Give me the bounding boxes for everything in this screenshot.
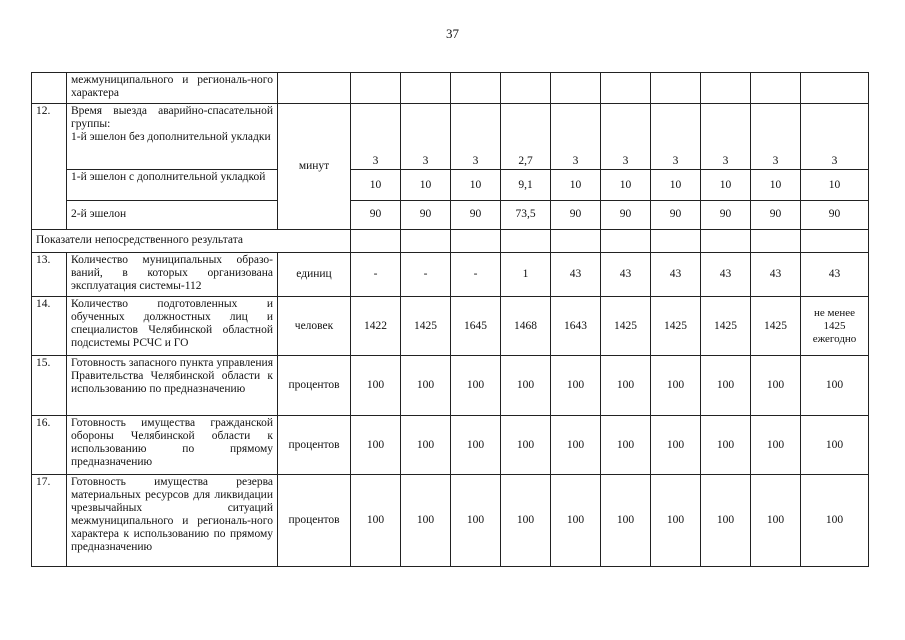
value-cell: 3: [751, 104, 801, 170]
value-cell: [351, 73, 401, 104]
value-cell: 3: [601, 104, 651, 170]
page-number: 37: [446, 26, 459, 41]
indicator-name: Готовность запасного пункта управления Правительства Челябинской области к использованию по предназначению: [67, 355, 278, 416]
value-cell: 3: [351, 104, 401, 170]
indicator-name: межмуниципального и региональ-ного характера: [67, 73, 278, 104]
value-cell: 43: [751, 252, 801, 296]
indicator-name: 2-й эшелон: [67, 201, 278, 229]
indicators-table: [31, 72, 869, 567]
value-cell: [801, 73, 869, 104]
row-number: [32, 73, 67, 104]
indicator-name: Готовность имущества гражданской обороны Челябинской области к использованию по прямому предназначению: [67, 416, 278, 475]
value-cell: 100: [801, 475, 869, 567]
value-cell: 1: [501, 252, 551, 296]
row-number: 12.: [32, 104, 67, 229]
value-cell: 3: [701, 104, 751, 170]
value-cell: 100: [601, 475, 651, 567]
value-cell: 100: [501, 355, 551, 416]
unit-cell: человек: [278, 297, 351, 356]
value-cell: 100: [551, 355, 601, 416]
value-cell: 10: [601, 169, 651, 200]
value-cell: 2,7: [501, 104, 551, 170]
value-cell: -: [401, 252, 451, 296]
value-cell: 3: [651, 104, 701, 170]
table-row: [32, 104, 869, 170]
indicator-name: Готовность имущества резерва материальных ресурсов для ликвидации чрезвычайных ситуаций межмуниципального и региональ-ного характера к использованию по прямому предназначению: [67, 475, 278, 567]
empty-cell: [351, 229, 401, 252]
value-cell: 100: [801, 355, 869, 416]
value-cell: 100: [651, 355, 701, 416]
table-row: [32, 201, 869, 229]
value-cell: [551, 73, 601, 104]
table-row: [32, 297, 869, 356]
empty-cell: [701, 229, 751, 252]
unit-cell: процентов: [278, 475, 351, 567]
unit-cell: единиц: [278, 252, 351, 296]
indicator-name-part: Время выезда аварийно-спасательной группы:: [71, 105, 273, 131]
value-cell: 1425: [701, 297, 751, 356]
value-cell: 3: [401, 104, 451, 170]
value-cell: 100: [701, 355, 751, 416]
value-cell: 10: [451, 169, 501, 200]
unit-cell: процентов: [278, 416, 351, 475]
value-cell: 90: [551, 201, 601, 229]
section-title: Показатели непосредственного результата: [32, 229, 351, 252]
table-row: [32, 416, 869, 475]
empty-cell: [751, 229, 801, 252]
value-cell: 100: [351, 475, 401, 567]
value-cell: [651, 73, 701, 104]
empty-cell: [801, 229, 869, 252]
unit-cell: процентов: [278, 355, 351, 416]
value-cell: 100: [401, 416, 451, 475]
empty-cell: [451, 229, 501, 252]
value-cell: 100: [751, 355, 801, 416]
value-cell: 100: [551, 475, 601, 567]
value-cell: 10: [551, 169, 601, 200]
value-cell: 100: [351, 416, 401, 475]
value-cell: 1425: [601, 297, 651, 356]
value-cell: -: [451, 252, 501, 296]
row-number: 17.: [32, 475, 67, 567]
indicator-name: Количество муниципальных образо-ваний, в которых организована эксплуатация системы-112: [67, 252, 278, 296]
value-cell: 1645: [451, 297, 501, 356]
value-cell: 90: [701, 201, 751, 229]
value-cell: [601, 73, 651, 104]
row-number: 13.: [32, 252, 67, 296]
value-cell: 10: [401, 169, 451, 200]
unit-cell: минут: [278, 104, 351, 229]
value-cell: 100: [701, 416, 751, 475]
value-cell: 43: [801, 252, 869, 296]
value-cell: -: [351, 252, 401, 296]
empty-cell: [551, 229, 601, 252]
indicator-name-part: 1-й эшелон без дополнительной укладки: [71, 131, 271, 144]
value-cell: 73,5: [501, 201, 551, 229]
table-row: [32, 169, 869, 200]
value-cell: 100: [501, 475, 551, 567]
value-cell: 100: [551, 416, 601, 475]
value-cell: 43: [701, 252, 751, 296]
value-cell: 100: [351, 355, 401, 416]
value-cell: 3: [551, 104, 601, 170]
value-cell: 100: [451, 475, 501, 567]
value-cell: 10: [701, 169, 751, 200]
value-cell: 90: [401, 201, 451, 229]
value-cell: [751, 73, 801, 104]
value-cell: 1468: [501, 297, 551, 356]
row-number: 14.: [32, 297, 67, 356]
value-cell: 90: [651, 201, 701, 229]
value-cell: 10: [651, 169, 701, 200]
value-cell: 100: [501, 416, 551, 475]
value-cell: 90: [751, 201, 801, 229]
value-cell: 10: [751, 169, 801, 200]
table-row: [32, 475, 869, 567]
value-cell: 1422: [351, 297, 401, 356]
value-cell: 100: [601, 416, 651, 475]
value-cell: 10: [351, 169, 401, 200]
value-cell: 1643: [551, 297, 601, 356]
unit-cell: [278, 73, 351, 104]
value-cell: [701, 73, 751, 104]
value-cell: 100: [451, 355, 501, 416]
value-cell: не менее 1425 ежегодно: [801, 297, 869, 356]
value-cell: 10: [801, 169, 869, 200]
value-cell: 43: [601, 252, 651, 296]
value-cell: 1425: [401, 297, 451, 356]
row-number: 15.: [32, 355, 67, 416]
indicator-name: Количество подготовленных и обученных должностных лиц и специалистов Челябинской областной подсистемы РСЧС и ГО: [67, 297, 278, 356]
value-cell: 1425: [651, 297, 701, 356]
value-cell: 100: [751, 475, 801, 567]
value-cell: 100: [401, 355, 451, 416]
value-cell: 3: [451, 104, 501, 170]
value-cell: 100: [651, 416, 701, 475]
table-row: [32, 252, 869, 296]
value-cell: [501, 73, 551, 104]
value-cell: 100: [751, 416, 801, 475]
value-cell: 100: [651, 475, 701, 567]
table-row: [32, 355, 869, 416]
value-cell: 90: [801, 201, 869, 229]
empty-cell: [651, 229, 701, 252]
value-cell: 100: [601, 355, 651, 416]
empty-cell: [601, 229, 651, 252]
row-number: 16.: [32, 416, 67, 475]
value-cell: [401, 73, 451, 104]
value-cell: 90: [351, 201, 401, 229]
value-cell: 100: [801, 416, 869, 475]
value-cell: 100: [401, 475, 451, 567]
table-row: [32, 73, 869, 104]
section-row: [32, 229, 869, 252]
value-cell: 100: [701, 475, 751, 567]
value-cell: 43: [651, 252, 701, 296]
value-cell: 43: [551, 252, 601, 296]
value-cell: 3: [801, 104, 869, 170]
value-cell: 1425: [751, 297, 801, 356]
empty-cell: [401, 229, 451, 252]
value-cell: [451, 73, 501, 104]
empty-cell: [501, 229, 551, 252]
value-cell: 90: [601, 201, 651, 229]
indicator-name: 1-й эшелон с дополнительной укладкой: [67, 169, 278, 200]
value-cell: 9,1: [501, 169, 551, 200]
value-cell: 100: [451, 416, 501, 475]
indicator-name: [67, 104, 278, 170]
value-cell: 90: [451, 201, 501, 229]
